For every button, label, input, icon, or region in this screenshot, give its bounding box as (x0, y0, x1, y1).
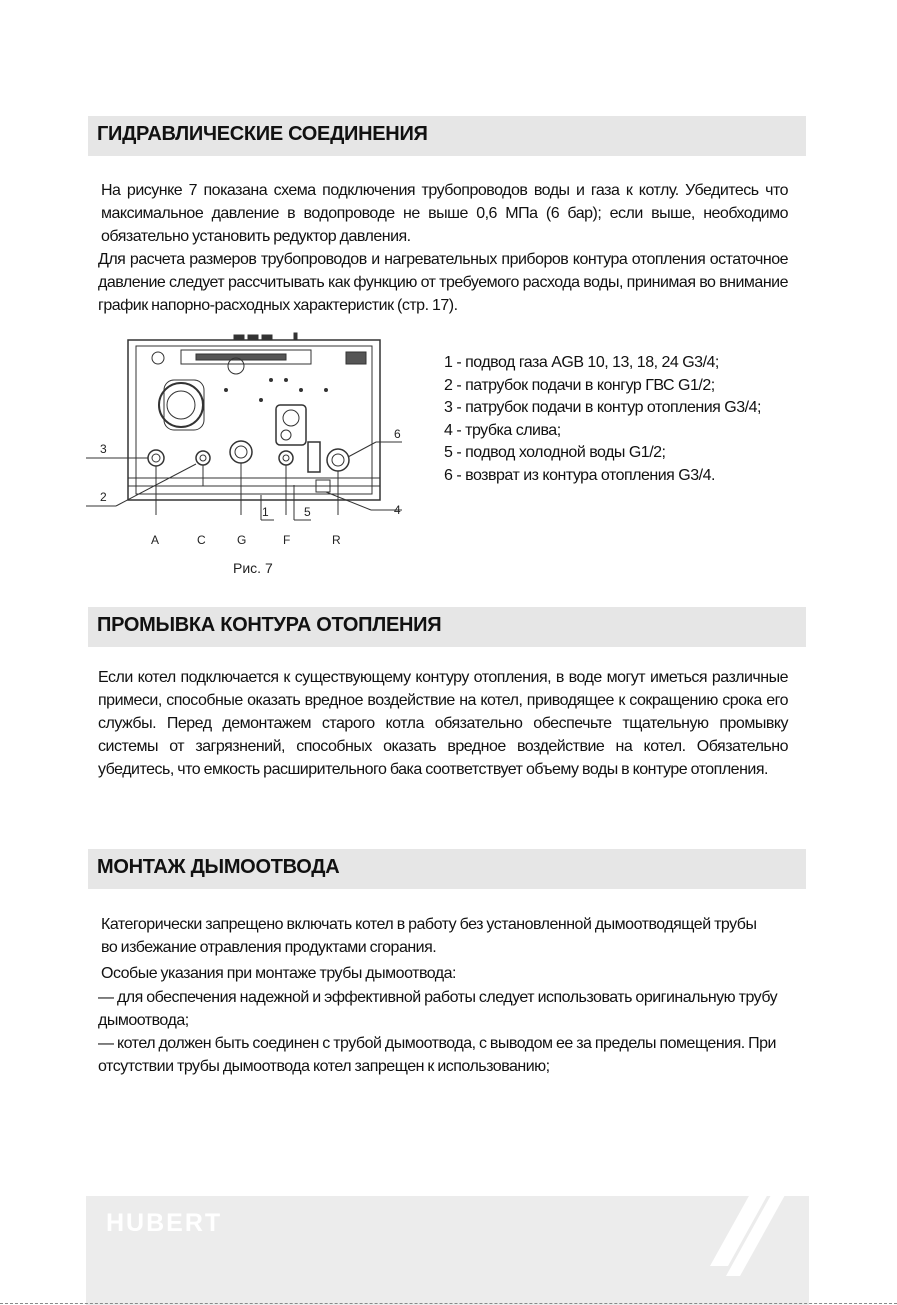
legend-item: 1 - подвод газа AGB 10, 13, 18, 24 G3/4; (444, 354, 719, 371)
decorative-slashes-icon (698, 1176, 798, 1286)
section-header-flue (88, 849, 806, 889)
label-2: 2 (100, 490, 107, 504)
label-5: 5 (304, 505, 311, 519)
label-c: C (197, 533, 206, 547)
label-6: 6 (394, 427, 401, 441)
page-edge-divider (0, 1303, 897, 1304)
flue-text (98, 913, 788, 1078)
label-1: 1 (262, 505, 269, 519)
paragraph: Особые указания при монтаже трубы дымоотвода: (101, 965, 456, 982)
legend-item: 6 - возврат из контура отопления G3/4. (444, 466, 715, 484)
section-header-flushing (88, 607, 806, 647)
label-g: G (237, 533, 247, 547)
figure-legend (444, 352, 804, 487)
brand-logo: HUBERT (106, 1209, 223, 1237)
figure-caption: Рис. 7 (233, 560, 273, 576)
page-footer (86, 1196, 809, 1305)
label-r: R (332, 533, 341, 547)
section-title: МОНТАЖ ДЫМООТВОДА (97, 856, 340, 878)
paragraph: Для расчета размеров трубопроводов и нагревательных приборов контура отопления остаточное давление следует рассчитывать как функцию от требуемого расхода воды, принимая во внимание график напорно-расходных характеристик (стр. 17). (98, 251, 788, 314)
label-3: 3 (100, 442, 107, 456)
paragraph: Если котел подключается к существующему контуру отопления, в воде могут иметься различные примеси, способные оказать вредное воздействие на котел, приводящее к сокращению срока его службы. Перед демонтажем старого котла обязательно обеспечьте тщательную промывку системы от загрязнений, способных оказать вредное воздействие на котел. Обязательно убедитесь, что емкость расширительного бака соответствует объему воды в контуре отопления. (98, 669, 788, 778)
paragraph: Категорически запрещено включать котел в работу без установленной дымоотводящей трубы во избежание отравления продуктами сгорания. (101, 916, 757, 956)
boiler-connection-diagram (86, 330, 426, 580)
legend-item: 5 - подвод холодной воды G1/2; (444, 444, 666, 461)
section-title: ПРОМЫВКА КОНТУРА ОТОПЛЕНИЯ (97, 614, 442, 636)
section-header-hydraulic (88, 116, 806, 156)
paragraph: На рисунке 7 показана схема подключения трубопроводов воды и газа к котлу. Убедитесь что максимальное давление в водопроводе не выше 0,6 МПа (6 бар); если выше, необходимо обязательно установить редуктор давления. (101, 182, 788, 245)
paragraph: — котел должен быть соединен с трубой дымоотвода, с выводом ее за пределы помещения. При отсутствии трубы дымоотвода котел запрещен к использованию; (98, 1035, 776, 1075)
legend-item: 4 - трубка слива; (444, 421, 561, 439)
label-f: F (283, 533, 291, 547)
section-title: ГИДРАВЛИЧЕСКИЕ СОЕДИНЕНИЯ (97, 123, 428, 145)
hydraulic-text (98, 179, 788, 317)
legend-item: 2 - патрубок подачи в конгур ГВС G1/2; (444, 376, 715, 394)
flushing-text (98, 666, 788, 781)
label-4: 4 (394, 503, 401, 517)
paragraph: — для обеспечения надежной и эффективной работы следует использовать оригинальную трубу дымоотвода; (98, 989, 778, 1029)
label-a: A (151, 533, 160, 547)
legend-item: 3 - патрубок подачи в контур отопления G3/4; (444, 399, 761, 416)
